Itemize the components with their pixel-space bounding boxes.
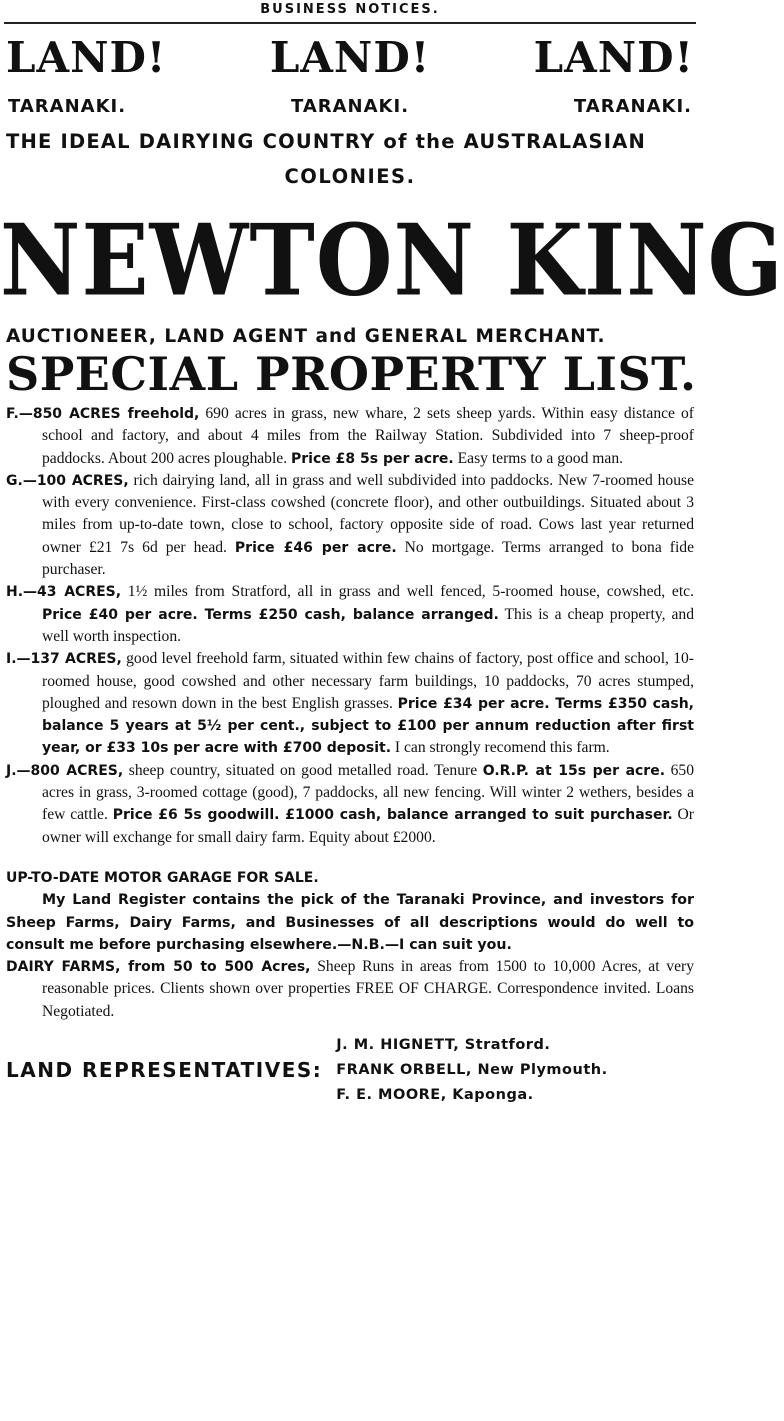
land-headline-row (0, 34, 700, 84)
land-headline-left: LAND! (6, 33, 167, 82)
representative-hignett: J. M. HIGNETT, Stratford. (336, 1037, 551, 1054)
tagline-line-1: THE IDEAL DAIRYING COUNTRY of the AUSTRALASIAN (6, 130, 647, 153)
land-register-notice: My Land Register contains the pick of the Taranaki Province, and investors for Sheep Farms, Dairy Farms, and Businesses of all descriptions would do well to consult me before purchasing elsewhere.—N.B.—I can suit you. (6, 892, 694, 953)
representative-moore: F. E. MOORE, Kaponga. (336, 1087, 534, 1104)
property-listings (0, 403, 700, 849)
dairy-farms-notice: DAIRY FARMS, from 50 to 500 Acres, Sheep Runs in areas from 1500 to 10,000 Acres, at very reasonable prices. Clients shown over properties FREE OF CHARGE. Correspondence invited. Loans Negotiated. (6, 958, 694, 1020)
listing-h: H.—43 ACRES, 1½ miles from Stratford, all in grass and well fenced, 5-roomed house, cowshed, etc. Price £40 per acre. Terms £250 cash, balance arranged. This is a cheap property, and well worth inspection. (6, 583, 694, 645)
list-title: SPECIAL PROPERTY LIST. (6, 347, 697, 401)
garage-notice: UP-TO-DATE MOTOR GARAGE FOR SALE. (6, 869, 319, 886)
taranaki-row (0, 96, 700, 120)
taranaki-left: TARANAKI. (8, 96, 127, 117)
listing-i: I.—137 ACRES, good level freehold farm, situated within few chains of factory, post office and school, 10-roomed house, good cowshed and other necessary farm buildings, 10 paddocks, 70 acres stumped, ploughed and resown down in the best English grasses. Price £34 per acre. Terms £350 cash, balance 5 years at 5½ per cent., subject to £100 per annum reduction after first year, or £33 10s per acre with £700 deposit. I can strongly recomend this farm. (6, 650, 694, 757)
listing-g: G.—100 ACRES, rich dairying land, all in grass and well subdivided into paddocks. New 7-roomed house with every convenience. First-class cowshed (concrete floor), and other outbuildings. Situated about 3 miles from up-to-date town, close to school, factory opposite side of road. Cows last year returned owner £21 7s 6d per head. Price £46 per acre. No mortgage. Terms arranged to bona fide purchaser. (6, 471, 695, 579)
land-representatives (0, 1033, 700, 1108)
tagline-line-2: COLONIES. (284, 165, 416, 188)
notices (0, 867, 700, 1023)
listing-f: F.—850 ACRES freehold, 690 acres in grass, new whare, 2 sets sheep yards. Within easy distance of school and factory, and about 4 miles from the Railway Station. Subdivided into 7 sheep-proof paddocks. About 200 acres ploughable. Price £8 5s per acre. Easy terms to a good man. (6, 405, 694, 467)
listing-j: J.—800 ACRES, sheep country, situated on good metalled road. Tenure O.R.P. at 15s per acre. 650 acres in grass, 3-roomed cottage (good), 7 paddocks, all new fencing. Will winter 2 wethers, besides a few cattle. Price £6 5s goodwill. £1000 cash, balance arranged to suit purchaser. Or owner will exchange for small dairy farm. Equity about £2000. (6, 761, 695, 846)
occupation-line: AUCTIONEER, LAND AGENT and GENERAL MERCHANT. (6, 326, 606, 347)
representatives-label: LAND REPRESENTATIVES: (6, 1058, 323, 1083)
land-headline-center: LAND! (269, 33, 431, 82)
land-headline-right: LAND! (533, 33, 694, 82)
taranaki-right: TARANAKI. (573, 96, 692, 117)
representative-orbell: FRANK ORBELL, New Plymouth. (336, 1062, 608, 1079)
header-rule (4, 22, 696, 24)
section-header: BUSINESS NOTICES. (260, 2, 440, 17)
advertiser-name: NEWTON KING (0, 201, 784, 319)
taranaki-center: TARANAKI. (290, 96, 410, 117)
representatives-names (336, 1033, 607, 1108)
